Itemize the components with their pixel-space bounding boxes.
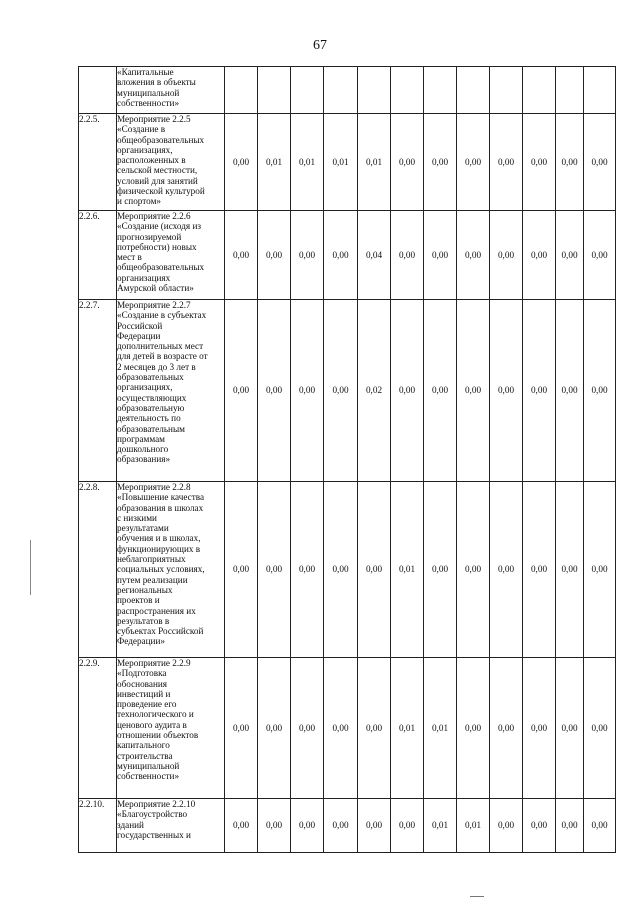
row-title — [117, 799, 225, 853]
value-cell: 0,00 — [291, 799, 324, 853]
row-title-line: «Создание в субъектах — [117, 310, 207, 321]
row-title-line: Мероприятие 2.2.7 — [117, 300, 191, 310]
value-cell: 0,00 — [225, 211, 258, 300]
value-cell: 0,00 — [556, 482, 584, 658]
row-title-line: путем реализации — [117, 574, 188, 585]
row-title-line: образовательных — [117, 372, 184, 383]
row-code: 2.2.6. — [79, 211, 117, 300]
value-cell: 0,00 — [291, 658, 324, 799]
table-row — [79, 67, 616, 114]
row-title-line: Мероприятие 2.2.10 — [117, 799, 196, 809]
value-cell: 0,00 — [490, 799, 523, 853]
row-title — [117, 114, 225, 211]
row-title-line: программам — [117, 433, 166, 444]
table-body — [79, 67, 616, 853]
row-code: 2.2.8. — [79, 482, 117, 658]
row-title-line: обоснования — [117, 678, 168, 689]
value-cell: 0,02 — [358, 300, 391, 482]
value-cell: 0,00 — [424, 482, 457, 658]
row-title-line: физической культурой — [117, 186, 205, 197]
value-cell: 0,00 — [457, 211, 490, 300]
value-cell: 0,00 — [556, 658, 584, 799]
value-cell: 0,00 — [584, 799, 616, 853]
value-cell: 0,00 — [556, 300, 584, 482]
page-number: 67 — [313, 38, 327, 53]
value-cell: 0,00 — [584, 482, 616, 658]
value-cell: 0,01 — [358, 114, 391, 211]
value-cell: 0,00 — [424, 211, 457, 300]
value-cell: 0,01 — [291, 114, 324, 211]
value-cell — [324, 67, 358, 114]
row-title-line: «Благоустройство — [117, 809, 188, 820]
value-cell: 0,01 — [424, 658, 457, 799]
row-title-line: функционирующих в — [117, 543, 201, 554]
row-title-line: мест в — [117, 252, 142, 263]
row-title-line: общеобразовательных — [117, 134, 205, 145]
value-cell: 0,00 — [291, 211, 324, 300]
row-title-line: с низкими — [117, 512, 157, 523]
value-cell: 0,00 — [291, 300, 324, 482]
table-row — [79, 211, 616, 300]
row-title-line: результатов в — [117, 615, 170, 626]
row-title-line: государственных и — [117, 829, 191, 840]
value-cell: 0,00 — [490, 300, 523, 482]
value-cell — [225, 67, 258, 114]
row-code: 2.2.5. — [79, 114, 117, 211]
value-cell: 0,00 — [490, 114, 523, 211]
row-title-line: проектов и — [117, 595, 160, 606]
scan-artifact — [470, 896, 484, 897]
row-title-line: обучения и в школах, — [117, 533, 201, 544]
value-cell: 0,00 — [225, 658, 258, 799]
row-title-line: результатами — [117, 523, 169, 534]
value-cell: 0,00 — [584, 211, 616, 300]
row-title-line: собственности» — [117, 97, 180, 108]
row-title-line: муниципальной — [117, 760, 180, 771]
row-title-line: потребности) новых — [117, 241, 197, 252]
value-cell: 0,00 — [324, 482, 358, 658]
row-title-line: строительства — [117, 750, 173, 761]
row-title — [117, 658, 225, 799]
value-cell: 0,00 — [225, 114, 258, 211]
value-cell: 0,00 — [225, 300, 258, 482]
row-title-line: капитального — [117, 740, 170, 751]
row-title-line: общеобразовательных — [117, 262, 205, 273]
value-cell — [584, 67, 616, 114]
value-cell — [358, 67, 391, 114]
row-title-line: организациях, — [117, 144, 173, 155]
value-cell: 0,00 — [584, 300, 616, 482]
row-title-line: 2 месяцев до 3 лет в — [117, 361, 196, 372]
value-cell: 0,00 — [523, 211, 556, 300]
value-cell: 0,00 — [490, 658, 523, 799]
row-title-line: Мероприятие 2.2.8 — [117, 482, 191, 492]
row-title-line: «Повышение качества — [117, 492, 205, 503]
funding-table — [78, 66, 616, 853]
value-cell — [523, 67, 556, 114]
row-title-line: дополнительных мест — [117, 341, 204, 352]
value-cell: 0,01 — [391, 482, 424, 658]
value-cell: 0,04 — [358, 211, 391, 300]
row-title-line: инвестиций и — [117, 688, 171, 699]
value-cell: 0,00 — [391, 799, 424, 853]
row-title-line: технологического и — [117, 709, 194, 720]
value-cell — [556, 67, 584, 114]
row-title-line: вложения в объекты — [117, 77, 196, 88]
row-title-line: условий для занятий — [117, 175, 198, 186]
row-title-line: расположенных в — [117, 155, 186, 166]
value-cell: 0,00 — [523, 658, 556, 799]
row-title-line: образования» — [117, 454, 171, 465]
value-cell — [291, 67, 324, 114]
table-row — [79, 300, 616, 482]
value-cell: 0,00 — [584, 114, 616, 211]
value-cell: 0,00 — [457, 658, 490, 799]
table-row — [79, 482, 616, 658]
value-cell — [490, 67, 523, 114]
value-cell: 0,00 — [358, 482, 391, 658]
value-cell: 0,01 — [391, 658, 424, 799]
row-title-line: для детей в возрасте от — [117, 351, 208, 362]
scan-binding-mark — [30, 540, 31, 595]
row-title-line: организациях, — [117, 382, 173, 393]
value-cell: 0,00 — [391, 114, 424, 211]
row-code: 2.2.7. — [79, 300, 117, 482]
value-cell: 0,00 — [457, 114, 490, 211]
value-cell: 0,00 — [324, 211, 358, 300]
value-cell — [457, 67, 490, 114]
row-title — [117, 67, 225, 114]
value-cell: 0,00 — [523, 799, 556, 853]
row-title — [117, 300, 225, 482]
row-code: 2.2.9. — [79, 658, 117, 799]
value-cell: 0,00 — [523, 114, 556, 211]
row-title-line: социальных условиях, — [117, 564, 205, 575]
row-title-line: организациях — [117, 272, 171, 283]
value-cell — [424, 67, 457, 114]
value-cell: 0,00 — [225, 482, 258, 658]
row-title-line: неблагоприятных — [117, 554, 186, 565]
value-cell: 0,00 — [490, 211, 523, 300]
row-title-line: «Создание (исходя из — [117, 221, 201, 232]
value-cell: 0,00 — [324, 799, 358, 853]
value-cell — [391, 67, 424, 114]
row-title — [117, 211, 225, 300]
row-title-line: Мероприятие 2.2.5 — [117, 114, 191, 124]
value-cell: 0,00 — [258, 300, 291, 482]
value-cell: 0,01 — [424, 799, 457, 853]
row-title-line: Федерации» — [117, 636, 165, 647]
row-title-line: осуществляющих — [117, 392, 187, 403]
row-title-line: образовательную — [117, 402, 185, 413]
row-title-line: образования в школах — [117, 502, 204, 513]
value-cell: 0,01 — [324, 114, 358, 211]
row-title-line: «Создание в — [117, 124, 166, 135]
row-title-line: собственности» — [117, 771, 180, 782]
row-title-line: зданий — [117, 819, 144, 830]
value-cell: 0,00 — [490, 482, 523, 658]
row-title-line: образовательным — [117, 423, 185, 434]
row-title-line: Федерации — [117, 330, 161, 341]
value-cell: 0,00 — [291, 482, 324, 658]
row-title-line: Российской — [117, 320, 163, 331]
value-cell: 0,00 — [457, 482, 490, 658]
row-title-line: «Капитальные — [117, 67, 174, 77]
row-title-line: деятельность по — [117, 413, 181, 424]
table-row — [79, 799, 616, 853]
row-title-line: Мероприятие 2.2.6 — [117, 211, 191, 221]
value-cell: 0,00 — [225, 799, 258, 853]
row-code — [79, 67, 117, 114]
value-cell: 0,00 — [584, 658, 616, 799]
value-cell: 0,00 — [258, 658, 291, 799]
row-title — [117, 482, 225, 658]
value-cell: 0,00 — [457, 300, 490, 482]
row-title-line: Мероприятие 2.2.9 — [117, 658, 191, 668]
value-cell: 0,00 — [391, 211, 424, 300]
value-cell: 0,00 — [258, 482, 291, 658]
row-title-line: дошкольного — [117, 444, 169, 455]
value-cell — [258, 67, 291, 114]
row-title-line: распространения их — [117, 605, 196, 616]
value-cell: 0,00 — [523, 482, 556, 658]
table-row — [79, 114, 616, 211]
table-row — [79, 658, 616, 799]
value-cell: 0,00 — [324, 300, 358, 482]
value-cell: 0,00 — [556, 114, 584, 211]
value-cell: 0,00 — [324, 658, 358, 799]
value-cell: 0,01 — [457, 799, 490, 853]
value-cell: 0,01 — [258, 114, 291, 211]
value-cell: 0,00 — [391, 300, 424, 482]
row-title-line: проведение его — [117, 699, 177, 710]
row-title-line: и спортом» — [117, 196, 161, 207]
row-title-line: субъектах Российской — [117, 626, 204, 637]
value-cell: 0,00 — [258, 799, 291, 853]
value-cell: 0,00 — [424, 114, 457, 211]
row-title-line: «Подготовка — [117, 668, 167, 679]
row-title-line: ценового аудита в — [117, 719, 187, 730]
value-cell: 0,00 — [424, 300, 457, 482]
value-cell: 0,00 — [556, 799, 584, 853]
value-cell: 0,00 — [258, 211, 291, 300]
row-title-line: прогнозируемой — [117, 231, 182, 242]
row-title-line: муниципальной — [117, 87, 180, 98]
value-cell: 0,00 — [523, 300, 556, 482]
value-cell: 0,00 — [556, 211, 584, 300]
row-title-line: Амурской области» — [117, 283, 194, 294]
row-code: 2.2.10. — [79, 799, 117, 853]
row-title-line: региональных — [117, 584, 173, 595]
row-title-line: отношении объектов — [117, 730, 199, 741]
value-cell: 0,00 — [358, 658, 391, 799]
row-title-line: сельской местности, — [117, 165, 198, 176]
value-cell: 0,00 — [358, 799, 391, 853]
